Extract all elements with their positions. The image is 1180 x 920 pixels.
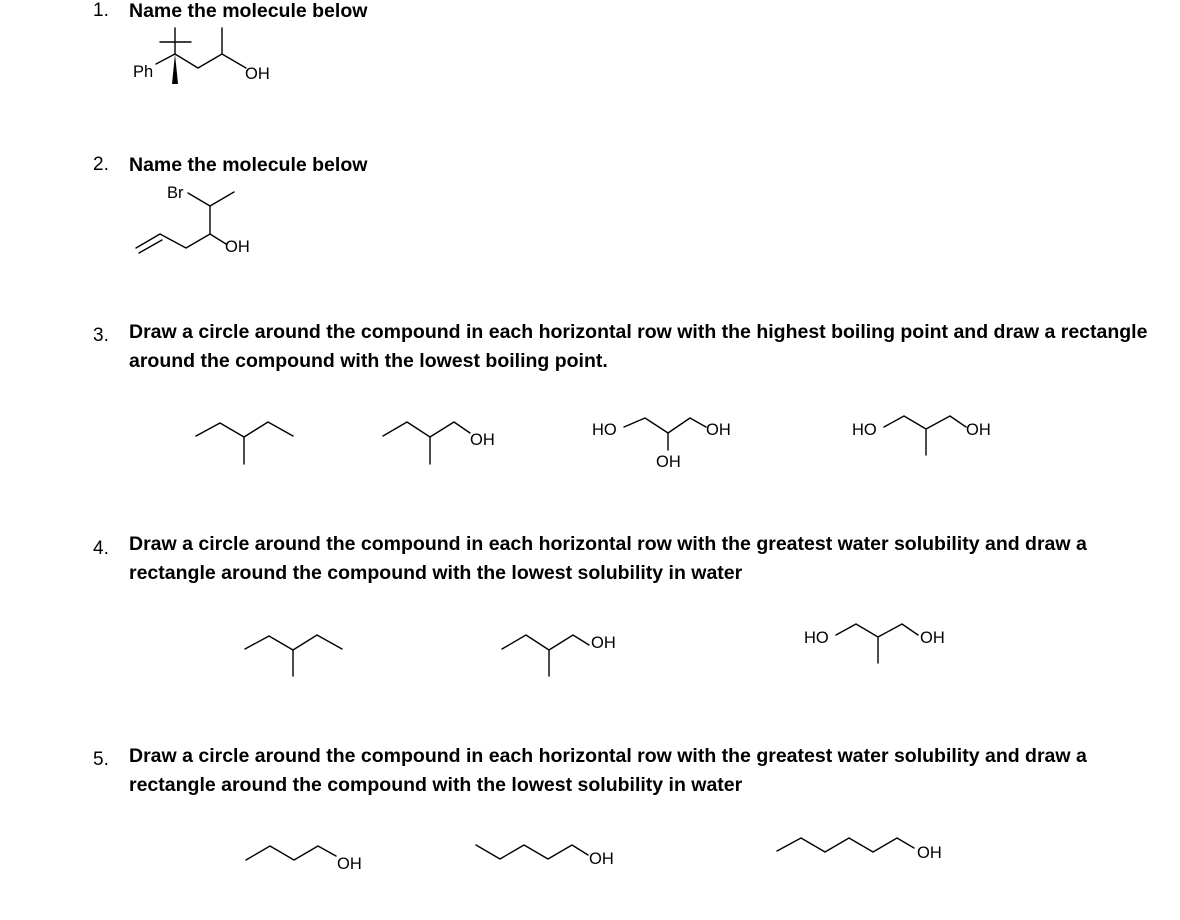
ph-label: Ph <box>133 63 154 81</box>
oh-label: OH <box>245 65 270 83</box>
question-number: 5. <box>93 749 109 770</box>
svg-text:HO: HO <box>804 629 829 647</box>
svg-text:OH: OH <box>706 421 731 439</box>
question-text: Name the molecule below <box>129 154 368 176</box>
oh-label: OH <box>225 238 250 256</box>
svg-text:OH: OH <box>656 453 681 471</box>
svg-text:OH: OH <box>917 844 942 862</box>
svg-text:OH: OH <box>920 629 945 647</box>
question-text: Draw a circle around the compound in each horizontal row with the greatest water solubility and draw a rectangle around the compound with the lowest solubility in water <box>129 533 1087 584</box>
compound-pentanol[interactable] <box>476 845 614 868</box>
svg-text:OH: OH <box>337 855 362 873</box>
question-text: Name the molecule below <box>129 0 368 22</box>
question-number: 1. <box>93 0 109 21</box>
compound-hexanol[interactable] <box>777 838 942 862</box>
svg-text:OH: OH <box>591 634 616 652</box>
compound-butanol[interactable] <box>246 846 362 873</box>
br-label: Br <box>167 184 184 202</box>
svg-text:OH: OH <box>966 421 991 439</box>
svg-text:OH: OH <box>470 431 495 449</box>
svg-text:OH: OH <box>589 850 614 868</box>
question-number: 3. <box>93 325 109 346</box>
question-number: 2. <box>93 154 109 175</box>
question-number: 4. <box>93 538 109 559</box>
question-text: Draw a circle around the compound in each horizontal row with the greatest water solubility and draw a rectangle around the compound with the lowest solubility in water <box>129 745 1087 796</box>
svg-text:HO: HO <box>592 421 617 439</box>
question-text: Draw a circle around the compound in each horizontal row with the highest boiling point and draw a rectangle around the compound with the lowest boiling point. <box>129 321 1148 372</box>
svg-text:HO: HO <box>852 421 877 439</box>
